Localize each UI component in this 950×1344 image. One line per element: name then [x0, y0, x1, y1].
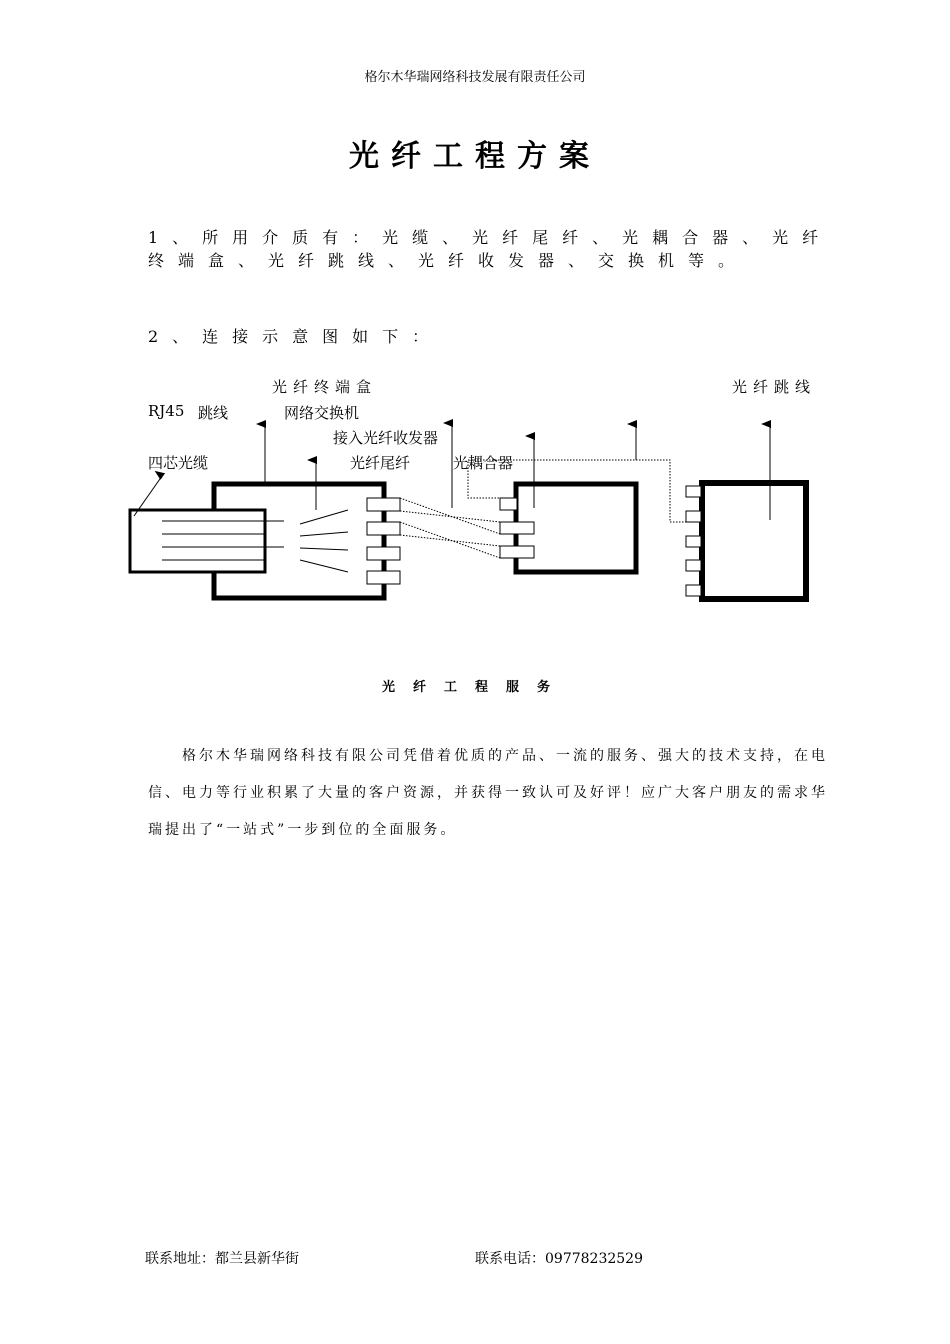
pigtail-line — [400, 511, 500, 522]
label-cable: 四芯光缆 — [148, 454, 209, 472]
port — [367, 547, 400, 560]
pigtail-line — [400, 522, 500, 558]
port — [500, 498, 517, 510]
connection-diagram — [0, 370, 950, 624]
pigtail-line — [400, 535, 500, 546]
label-switch: 网络交换机 — [284, 404, 360, 422]
service-title: 光纤工程服务 — [381, 680, 568, 695]
port — [367, 498, 400, 511]
label-transceiver: 接入光纤收发器 — [333, 429, 439, 447]
pigtail-line — [400, 498, 500, 534]
port — [686, 585, 701, 596]
port — [686, 511, 701, 522]
port — [686, 536, 701, 547]
footer-phone: 联系电话：09778232529 — [475, 1251, 643, 1267]
port — [500, 546, 534, 558]
service-paragraph: 格尔木华瑞网络科技有限公司凭借着优质的产品、一流的服务、强大的技术支持，在电信、电力等行业积累了大量的客户资源，并获得一致认可及好评！应广大客户朋友的需求华瑞提出了“一站式”一步到位的全面服务。 — [148, 748, 828, 838]
label-rj45-jumper: 跳线 — [198, 404, 229, 422]
label-pigtail: 光纤尾纤 — [350, 454, 411, 472]
network-switch — [702, 483, 806, 599]
fiber-cable — [130, 510, 265, 572]
footer-address: 联系地址：都兰县新华街 — [145, 1251, 299, 1267]
list-item-media: 1、所用介质有：光缆、光纤尾纤、光耦合器、光纤终端盒、光纤跳线、光纤收发器、交换机等。 — [148, 228, 833, 270]
label-terminal-box: 光纤终端盒 — [272, 378, 378, 396]
port — [367, 522, 400, 535]
page-header-company: 格尔木华瑞网络科技发展有限责任公司 — [364, 70, 586, 85]
port — [500, 522, 534, 534]
port — [686, 560, 701, 571]
label-coupler: 光耦合器 — [453, 454, 514, 472]
page-title: 光纤工程方案 — [349, 139, 601, 174]
port — [367, 571, 400, 584]
port — [686, 486, 701, 497]
list-item-diagram-intro: 2、连接示意图如下： — [148, 327, 443, 346]
label-patch-cord: 光纤跳线 — [732, 378, 817, 396]
label-rj45: RJ45 — [148, 402, 185, 420]
connection-diagram-svg — [0, 370, 950, 620]
